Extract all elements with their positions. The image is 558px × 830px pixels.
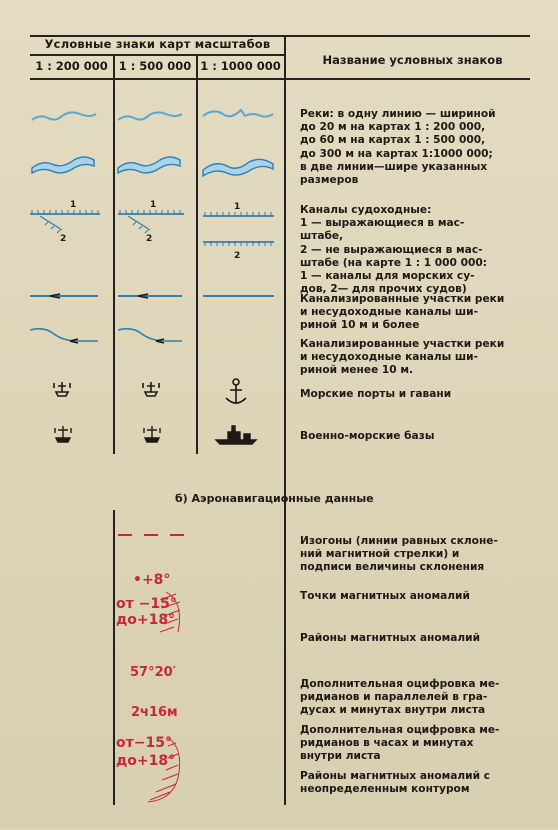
port-icons bbox=[54, 379, 246, 404]
column-divider-3 bbox=[284, 35, 286, 805]
undef-area-from: от−15° bbox=[116, 735, 172, 751]
canalized-icons bbox=[30, 296, 274, 341]
anomaly-area-to: до+18° bbox=[116, 612, 176, 628]
row-ports: Морские порты и гавани bbox=[300, 388, 452, 400]
canal-label-1-a: 1 bbox=[70, 200, 77, 210]
point-anomaly-symbol: •+8° bbox=[133, 572, 171, 588]
degrees-label: 57°20′ bbox=[130, 665, 177, 680]
scale-1000000: 1 : 1000 000 bbox=[200, 59, 281, 73]
section-b-title: б) Аэронавигационные данные bbox=[175, 492, 374, 505]
row-canalized-narrow: Канализированные участки реки и несудоходные каналы ши- риной менее 10 м. bbox=[300, 338, 505, 377]
row-point-anomalies: Точки магнитных аномалий bbox=[300, 590, 470, 602]
river-single-line-icons bbox=[32, 110, 273, 120]
row-canals: Каналы судоходные: 1 — выражающиеся в мас- штабе, 2 — не выражающиеся в мас- штабе (на карте 1 : 1 000 000: 1 — каналы для морских су- дов, 2— для прочих судов) bbox=[300, 204, 487, 296]
symbols-section-a bbox=[0, 0, 284, 450]
undef-area-to: до+18° bbox=[116, 753, 176, 769]
canal-label-2-b: 2 bbox=[146, 234, 153, 244]
naval-base-icons bbox=[55, 426, 256, 444]
row-hour-numbering: Дополнительная оцифровка ме- ридианов в часах и минутах внутри листа bbox=[300, 724, 500, 763]
row-anomaly-areas: Районы магнитных аномалий bbox=[300, 632, 481, 644]
canal-label-1-c: 1 bbox=[234, 202, 241, 212]
row-rivers: Реки: в одну линию — шириной до 20 м на картах 1 : 200 000, до 60 м на картах 1 : 500 000, до 300 м на картах 1:1000 000; в две линии—шире указанных размеров bbox=[300, 108, 496, 187]
row-undefined-anomalies: Районы магнитных аномалий с неопределенным контуром bbox=[300, 770, 490, 796]
row-degree-numbering: Дополнительная оцифровка ме- ридианов и параллелей в гра- дусах и минутах внутри листа bbox=[300, 678, 500, 717]
canalized-marks bbox=[50, 294, 164, 343]
river-double-line-icons bbox=[32, 157, 273, 176]
canal-label-1-b: 1 bbox=[150, 200, 157, 210]
canal-label-2-c: 2 bbox=[234, 251, 241, 261]
canal-label-2-a: 2 bbox=[60, 234, 67, 244]
header-group-title: Условные знаки карт масштабов bbox=[44, 37, 271, 51]
scale-200000: 1 : 200 000 bbox=[35, 59, 108, 73]
name-column-header: Название условных знаков bbox=[322, 53, 503, 67]
row-isogons: Изогоны (линии равных склоне- ний магнитной стрелки) и подписи величины склонения bbox=[300, 535, 498, 574]
row-naval-bases: Военно-морские базы bbox=[300, 430, 435, 442]
anomaly-area-from: от −15° bbox=[116, 596, 177, 612]
row-canalized-wide: Канализированные участки реки и несудоходные каналы ши- риной 10 м и более bbox=[300, 293, 505, 332]
hours-label: 2ч16м bbox=[131, 705, 178, 720]
scale-500000: 1 : 500 000 bbox=[118, 59, 192, 73]
